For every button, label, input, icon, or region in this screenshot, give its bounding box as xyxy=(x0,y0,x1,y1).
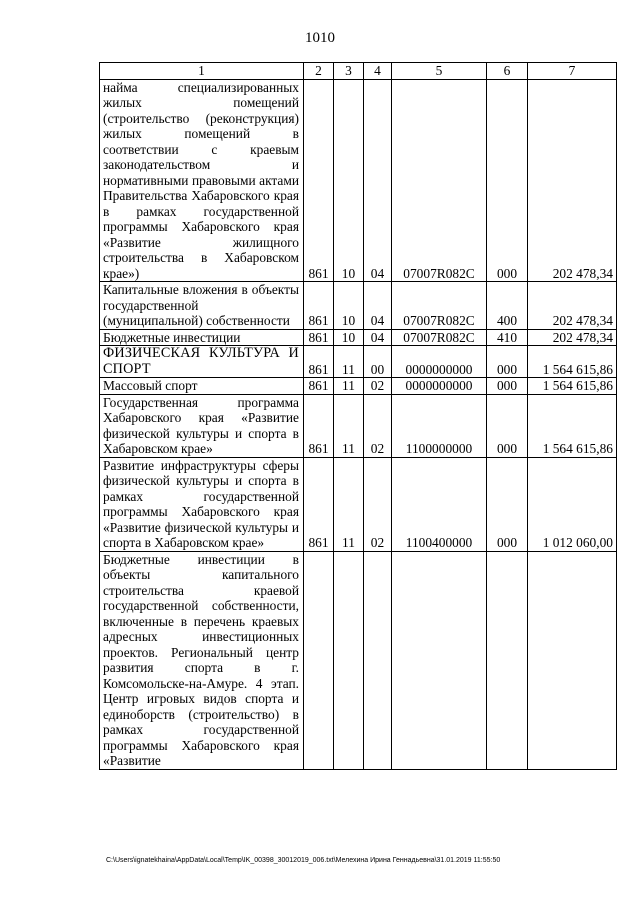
row-amount: 1 564 615,86 xyxy=(528,378,617,395)
header-cell: 3 xyxy=(334,63,364,80)
row-subsection-code: 02 xyxy=(364,457,392,551)
table-row xyxy=(100,346,617,378)
table-body xyxy=(100,63,617,770)
row-expense-type: 410 xyxy=(487,329,528,346)
header-cell: 6 xyxy=(487,63,528,80)
row-expense-type: 000 xyxy=(487,394,528,457)
row-expense-type: 000 xyxy=(487,378,528,395)
row-expense-type: 000 xyxy=(487,457,528,551)
row-grbs-code: 861 xyxy=(304,394,334,457)
row-name: Массовый спорт xyxy=(100,378,304,395)
row-name: найма специализированных жилых помещений (строительство (реконструкция) жилых помещений в соответствии с краевым законодательством и нормативными правовыми актами Правительства Хабаровского края в рамках государственной программы Хабаровского края «Развитие жилищного строительства в Хабаровском крае») xyxy=(100,79,304,282)
table-row xyxy=(100,329,617,346)
header-cell: 5 xyxy=(392,63,487,80)
row-target-article: 1100000000 xyxy=(392,394,487,457)
row-amount: 202 478,34 xyxy=(528,282,617,330)
row-section-code: 11 xyxy=(334,378,364,395)
row-section-code: 11 xyxy=(334,346,364,378)
row-name: Бюджетные инвестиции в объекты капитального строительства краевой государственной собственности, включенные в перечень краевых адресных инвестиционных проектов. Региональный центр развития спорта в г. Комсомольске-на-Амуре. 4 этап. Центр игровых видов спорта и единоборств (строительство) в рамках государственной программы Хабаровского края «Развитие xyxy=(100,551,304,769)
header-cell: 4 xyxy=(364,63,392,80)
table-row xyxy=(100,282,617,330)
row-amount: 202 478,34 xyxy=(528,79,617,282)
header-cell: 7 xyxy=(528,63,617,80)
row-grbs-code: 861 xyxy=(304,378,334,395)
row-amount: 1 564 615,86 xyxy=(528,394,617,457)
row-subsection-code: 04 xyxy=(364,79,392,282)
row-section-code: 11 xyxy=(334,394,364,457)
row-grbs-code: 861 xyxy=(304,282,334,330)
row-target-article: 0000000000 xyxy=(392,346,487,378)
row-name: Капитальные вложения в объекты государственной (муниципальной) собственности xyxy=(100,282,304,330)
row-grbs-code xyxy=(304,551,334,769)
row-section-code: 10 xyxy=(334,79,364,282)
row-name: Развитие инфраструктуры сферы физической культуры и спорта в рамках государственной программы Хабаровского края «Развитие физической культуры и спорта в Хабаровском крае» xyxy=(100,457,304,551)
row-section-code: 10 xyxy=(334,329,364,346)
row-amount xyxy=(528,551,617,769)
row-grbs-code: 861 xyxy=(304,457,334,551)
row-amount: 1 012 060,00 xyxy=(528,457,617,551)
row-target-article xyxy=(392,551,487,769)
row-grbs-code: 861 xyxy=(304,346,334,378)
row-name: Государственная программа Хабаровского края «Развитие физической культуры и спорта в Хабаровском крае» xyxy=(100,394,304,457)
row-amount: 202 478,34 xyxy=(528,329,617,346)
row-grbs-code: 861 xyxy=(304,329,334,346)
file-path-footer: C:\Users\ignatekhaina\AppData\Local\Temp\IK_00398_30012019_006.txt\Мелехина Ирина Геннадьевна\31.01.2019 11:55:50 xyxy=(106,857,501,864)
table-row xyxy=(100,394,617,457)
page-number: 1010 xyxy=(305,30,335,46)
row-subsection-code: 04 xyxy=(364,282,392,330)
row-expense-type: 000 xyxy=(487,346,528,378)
row-subsection-code: 00 xyxy=(364,346,392,378)
row-target-article: 07007R082C xyxy=(392,282,487,330)
row-expense-type: 400 xyxy=(487,282,528,330)
row-subsection-code: 02 xyxy=(364,394,392,457)
row-expense-type: 000 xyxy=(487,79,528,282)
row-name: Бюджетные инвестиции xyxy=(100,329,304,346)
table-row xyxy=(100,551,617,769)
row-target-article: 07007R082C xyxy=(392,329,487,346)
header-cell: 2 xyxy=(304,63,334,80)
row-target-article: 07007R082C xyxy=(392,79,487,282)
row-name: ФИЗИЧЕСКАЯ КУЛЬТУРА И СПОРТ xyxy=(100,346,304,378)
row-target-article: 1100400000 xyxy=(392,457,487,551)
row-subsection-code: 04 xyxy=(364,329,392,346)
row-subsection-code: 02 xyxy=(364,378,392,395)
table-row xyxy=(100,378,617,395)
row-amount: 1 564 615,86 xyxy=(528,346,617,378)
table-row xyxy=(100,457,617,551)
row-section-code xyxy=(334,551,364,769)
row-section-code: 11 xyxy=(334,457,364,551)
row-grbs-code: 861 xyxy=(304,79,334,282)
row-expense-type xyxy=(487,551,528,769)
budget-table xyxy=(99,62,617,770)
row-section-code: 10 xyxy=(334,282,364,330)
row-target-article: 0000000000 xyxy=(392,378,487,395)
table-row xyxy=(100,79,617,282)
row-subsection-code xyxy=(364,551,392,769)
header-cell: 1 xyxy=(100,63,304,80)
header-row xyxy=(100,63,617,80)
